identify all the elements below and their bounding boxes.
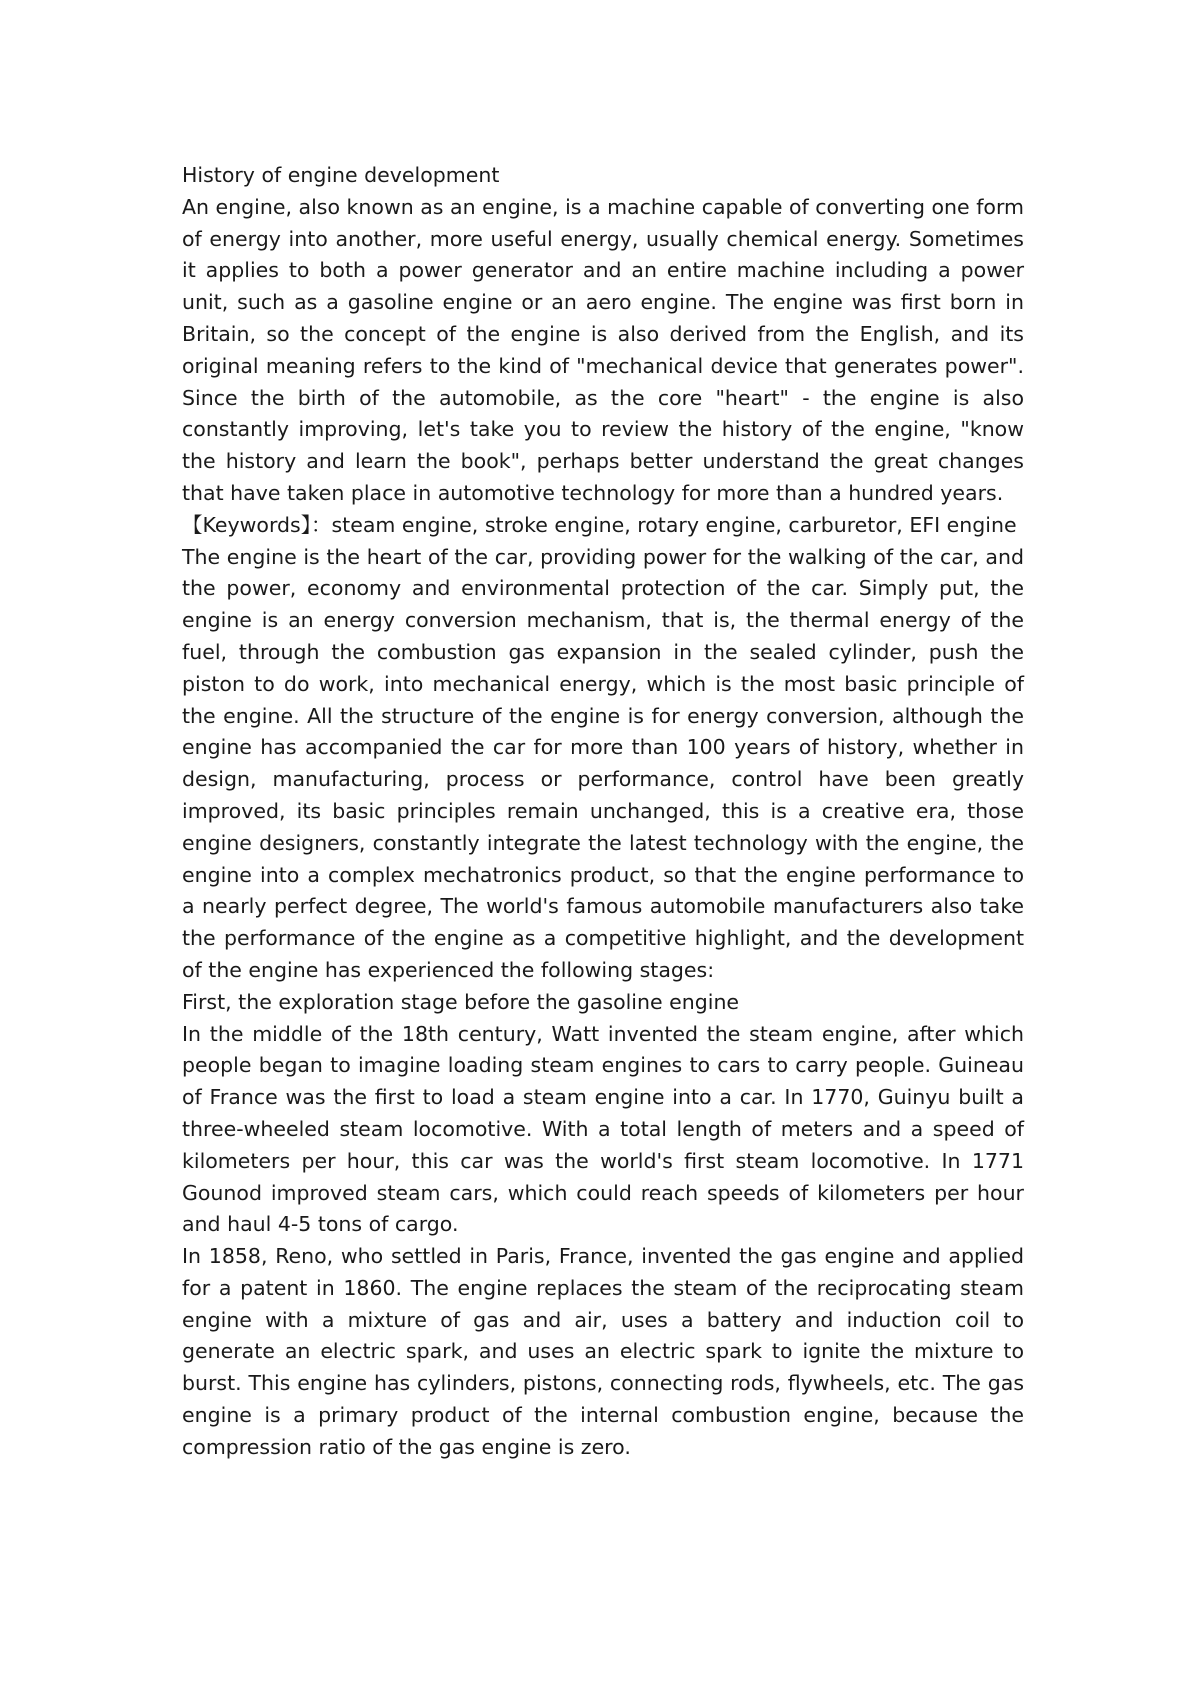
- keywords-text: ：steam engine, stroke engine, rotary engine, carburetor, EFI engine: [311, 512, 1017, 537]
- section-heading-first: First, the exploration stage before the gasoline engine: [182, 989, 740, 1014]
- document-body: [182, 160, 1024, 1464]
- engine-heart-paragraph: The engine is the heart of the car, providing power for the walking of the car, and the power, economy and environmental protection of the car. Simply put, the engine is an energy conversion mechanism, that is, the thermal energy of the fuel, through the combustion gas expansion in the sealed cylinder, push the piston to do work, into mechanical energy, which is the most basic principle of the engine. All the structure of the engine is for energy conversion, although the engine has accompanied the car for more than 100 years of history, whether in design, manufacturing, process or performance, control have been greatly improved, its basic principles remain unchanged, this is a creative era, those engine designers, constantly integrate the latest technology with the engine, the engine into a complex mechatronics product, so that the engine performance to a nearly perfect degree, The world's famous automobile manufacturers also take the performance of the engine as a competitive highlight, and the development of the engine has experienced the following stages:: [182, 544, 1024, 982]
- steam-engine-paragraph: In the middle of the 18th century, Watt invented the steam engine, after which people began to imagine loading steam engines to cars to carry people. Guineau of France was the first to load a steam engine into a car. In 1770, Guinyu built a three-wheeled steam locomotive. With a total length of meters and a speed of kilometers per hour, this car was the world's first steam locomotive. In 1771 Gounod improved steam cars, which could reach speeds of kilometers per hour and haul 4-5 tons of cargo.: [182, 1021, 1024, 1237]
- gas-engine-paragraph: In 1858, Reno, who settled in Paris, France, invented the gas engine and applied for a patent in 1860. The engine replaces the steam of the reciprocating steam engine with a mixture of gas and air, uses a battery and induction coil to generate an electric spark, and uses an electric spark to ignite the mixture to burst. This engine has cylinders, pistons, connecting rods, flywheels, etc. The gas engine is a primary product of the internal combustion engine, because the compression ratio of the gas engine is zero.: [182, 1244, 1024, 1459]
- keywords-label: 【Keywords】: [182, 512, 311, 537]
- document-title: History of engine development: [182, 163, 500, 187]
- keywords-paragraph: [182, 510, 1024, 542]
- intro-paragraph: An engine, also known as an engine, is a machine capable of converting one form of energy into another, more useful energy, usually chemical energy. Sometimes it applies to both a power generator and an entire machine including a power unit, such as a gasoline engine or an aero engine. The engine was first born in Britain, so the concept of the engine is also derived from the English, and its original meaning refers to the kind of "mechanical device that generates power". Since the birth of the automobile, as the core "heart" - the engine is also constantly improving, let's take you to review the history of the engine, "know the history and learn the book", perhaps better understand the great changes that have taken place in automotive technology for more than a hundred years.: [182, 194, 1024, 505]
